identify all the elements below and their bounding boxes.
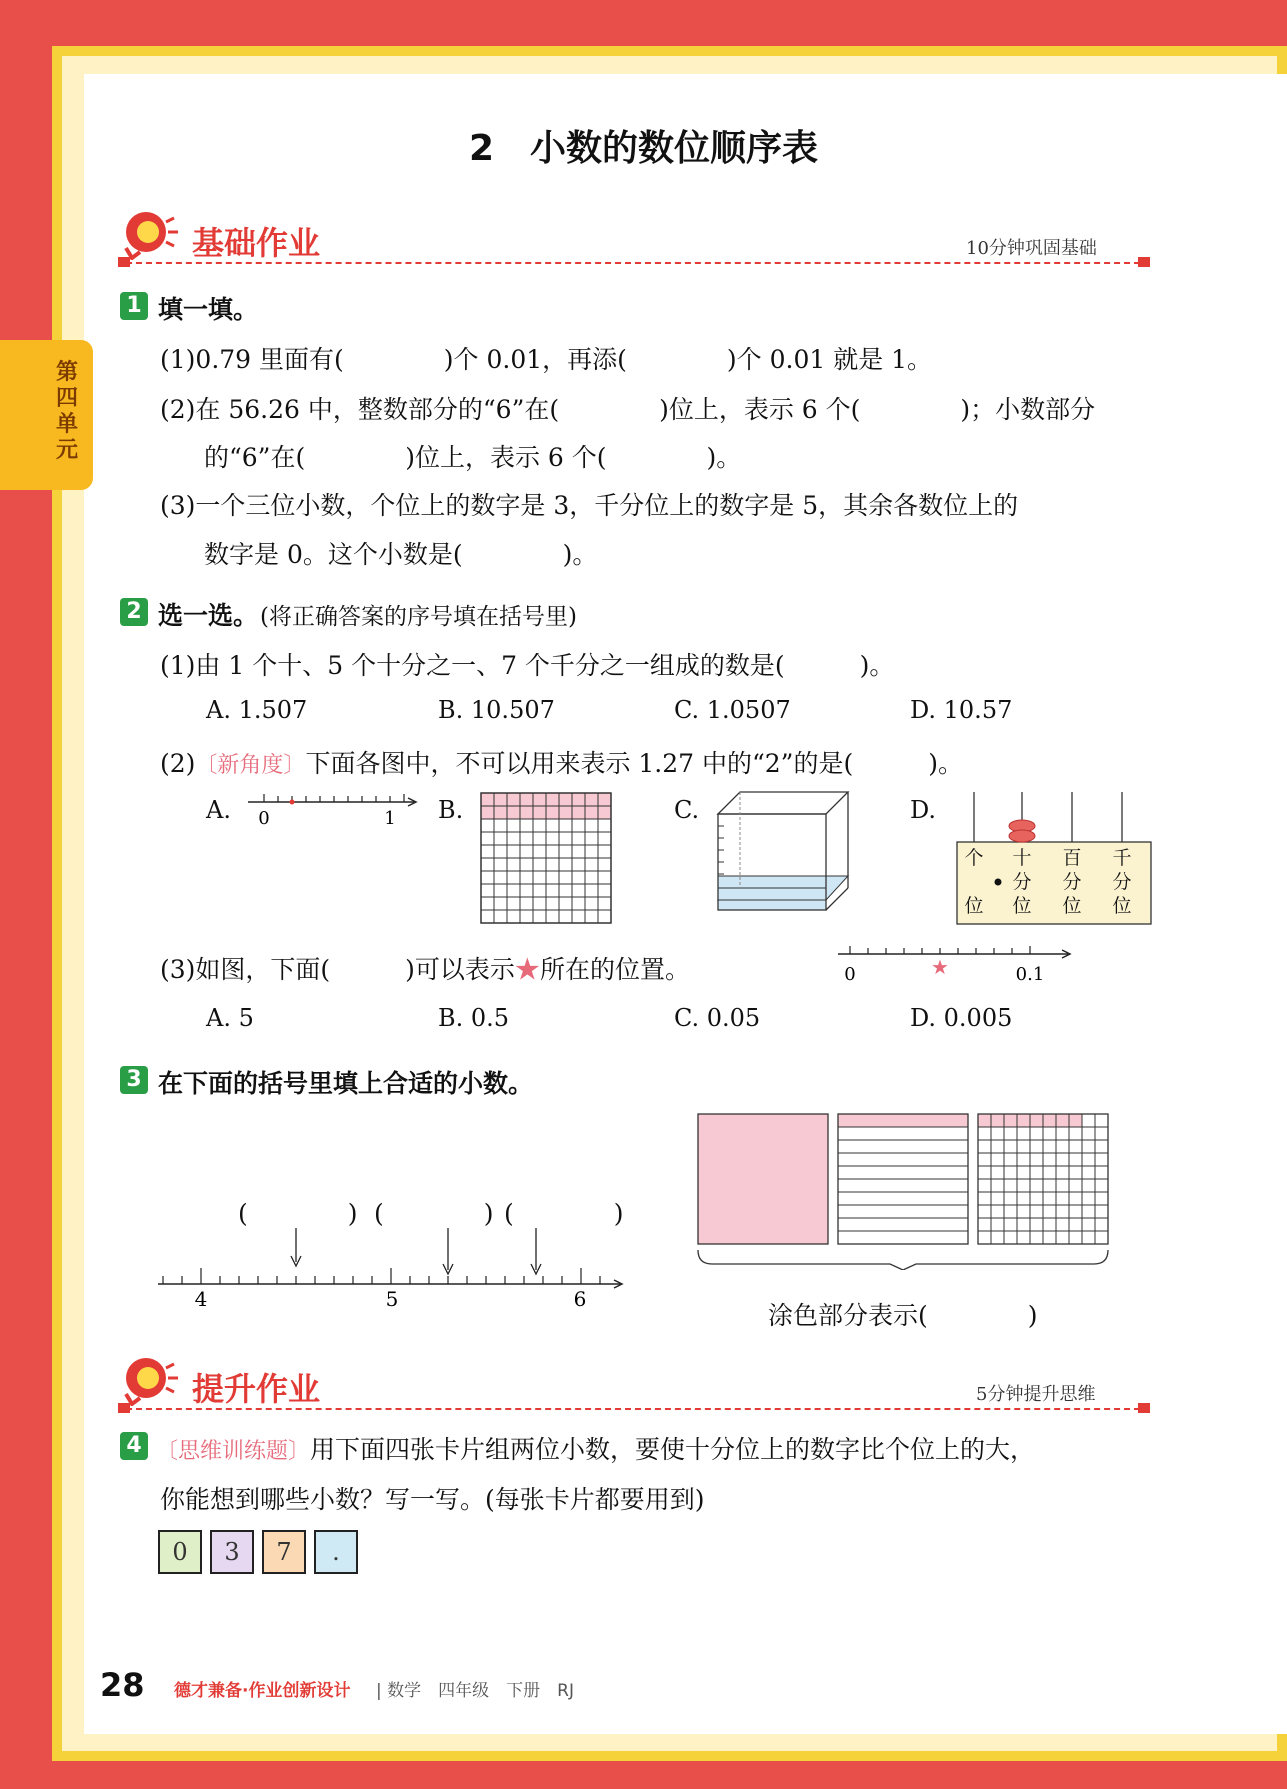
q2-p3-label-0: 0	[844, 964, 856, 985]
q4-line-1	[156, 1430, 1035, 1466]
abacus-col4-mid: 分	[1112, 871, 1132, 893]
lightbulb-icon	[118, 1354, 180, 1406]
question-number-1: 1	[120, 292, 148, 320]
q2-p2-prefix: (2)	[160, 749, 196, 778]
q2-p3-option-a: A. 5	[206, 1004, 254, 1032]
q2-p3-option-b: B. 0.5	[438, 1004, 510, 1032]
divider-end-left	[118, 257, 130, 267]
abacus-col1-top: 个	[964, 847, 984, 869]
q2-p2-label-a: A.	[206, 796, 231, 824]
q1-line-2: (2)在 56.26 中，整数部分的“6”在( )位上，表示 6 个( )；小数部分	[160, 395, 1096, 424]
q3-shaded-figures	[694, 1110, 1114, 1270]
page-title: 2 小数的数位顺序表	[468, 128, 819, 169]
question-1-title: 填一填。	[158, 295, 259, 324]
q2-p3-label-1: 0.1	[1015, 964, 1045, 985]
abacus-col1-bottom: 位	[964, 895, 984, 917]
q2-part-2	[160, 744, 963, 780]
section-divider	[126, 1408, 1150, 1410]
option-c-cube	[714, 790, 856, 920]
q3-bracket-1: ( )	[238, 1199, 358, 1228]
star-icon: ★	[514, 955, 540, 984]
lightbulb-icon	[118, 208, 180, 260]
q2-part-1: (1)由 1 个十、5 个十分之一、7 个千分之一组成的数是( )。	[160, 651, 895, 680]
q1-line-4: (3)一个三位小数，个位上的数字是 3，千分位上的数字是 5，其余各数位上的	[160, 491, 1019, 520]
q2-p2-label-b: B.	[438, 796, 464, 824]
abacus-col2-mid: 分	[1012, 871, 1032, 893]
abacus-col2-bottom: 位	[1012, 895, 1032, 917]
q2-part-3	[160, 950, 690, 986]
q2-p3-option-c: C. 0.05	[674, 1004, 761, 1032]
q3-axis-label-4: 4	[194, 1287, 208, 1311]
section-title-advanced: 提升作业	[192, 1370, 321, 1408]
footer-info: | 数学 四年级 下册 RJ	[376, 1681, 574, 1701]
q2-p2-tag: 〔新角度〕	[195, 753, 306, 778]
q3-axis-label-5: 5	[385, 1287, 399, 1311]
divider-end-left	[118, 1403, 130, 1413]
q4-text-1: 用下面四张卡片组两位小数，要使十分位上的数字比个位上的大，	[310, 1435, 1036, 1464]
q2-p3-text-after: 所在的位置。	[539, 955, 690, 984]
section-title-basic: 基础作业	[192, 224, 321, 262]
footer-brand: 德才兼备·作业创新设计	[174, 1681, 351, 1701]
card-dot: .	[314, 1530, 358, 1574]
q3-axis-label-6: 6	[573, 1287, 587, 1311]
question-number-4: 4	[120, 1432, 148, 1460]
card-0: 0	[158, 1530, 202, 1574]
q4-tag: 〔思维训练题〕	[156, 1439, 311, 1464]
unit-side-tab	[0, 340, 93, 490]
q1-line-1: (1)0.79 里面有( )个 0.01，再添( )个 0.01 就是 1。	[160, 345, 933, 374]
unit-label: 第四单元	[55, 360, 78, 463]
q4-line-2: 你能想到哪些小数？写一写。(每张卡片都要用到)	[160, 1485, 705, 1514]
question-2-title: 选一选。	[158, 601, 259, 630]
section-note-basic: 10分钟巩固基础	[966, 238, 1097, 259]
question-2-note: (将正确答案的序号填在括号里)	[260, 604, 577, 630]
q3-number-line	[156, 1222, 630, 1312]
q2-p1-option-a: A. 1.507	[206, 696, 308, 724]
option-b-grid	[480, 792, 614, 926]
q3-bracket-3: ( )	[504, 1199, 624, 1228]
option-d-abacus	[954, 788, 1154, 928]
q1-line-5: 数字是 0。这个小数是( )。	[204, 540, 598, 569]
abacus-col3-mid: 分	[1062, 871, 1082, 893]
divider-end-right	[1138, 1403, 1150, 1413]
page-number: 28	[100, 1666, 145, 1704]
question-number-2: 2	[120, 598, 148, 626]
q2-p3-option-d: D. 0.005	[910, 1004, 1013, 1032]
section-divider	[126, 262, 1150, 264]
q1-line-3: 的“6”在( )位上，表示 6 个( )。	[204, 443, 742, 472]
q2-p3-number-line	[836, 944, 1076, 986]
option-a-number-line	[244, 790, 424, 830]
divider-end-right	[1138, 257, 1150, 267]
q2-p2-label-d: D.	[910, 796, 937, 824]
card-3: 3	[210, 1530, 254, 1574]
star-marker-icon: ★	[931, 955, 949, 979]
section-note-advanced: 5分钟提升思维	[976, 1384, 1096, 1405]
q2-p2-text: 下面各图中，不可以用来表示 1.27 中的“2”的是( )。	[305, 749, 963, 778]
q2-p1-option-d: D. 10.57	[910, 696, 1013, 724]
question-number-3: 3	[120, 1066, 148, 1094]
abacus-col4-top: 千	[1112, 847, 1132, 869]
abacus-col4-bottom: 位	[1112, 895, 1132, 917]
abacus-col2-top: 十	[1012, 847, 1032, 869]
card-7: 7	[262, 1530, 306, 1574]
q2-p1-option-c: C. 1.0507	[674, 696, 791, 724]
q2-p1-option-b: B. 10.507	[438, 696, 555, 724]
q2-p2-label-c: C.	[674, 796, 700, 824]
abacus-col3-bottom: 位	[1062, 895, 1082, 917]
q3-shaded-caption: 涂色部分表示( )	[768, 1301, 1038, 1330]
q2-p3-text-before: (3)如图，下面( )可以表示	[160, 955, 515, 984]
question-3-title: 在下面的括号里填上合适的小数。	[158, 1069, 534, 1098]
q3-bracket-2: ( )	[374, 1199, 494, 1228]
option-a-label-0: 0	[258, 808, 270, 829]
abacus-col3-top: 百	[1062, 847, 1082, 869]
option-a-label-1: 1	[384, 808, 396, 829]
